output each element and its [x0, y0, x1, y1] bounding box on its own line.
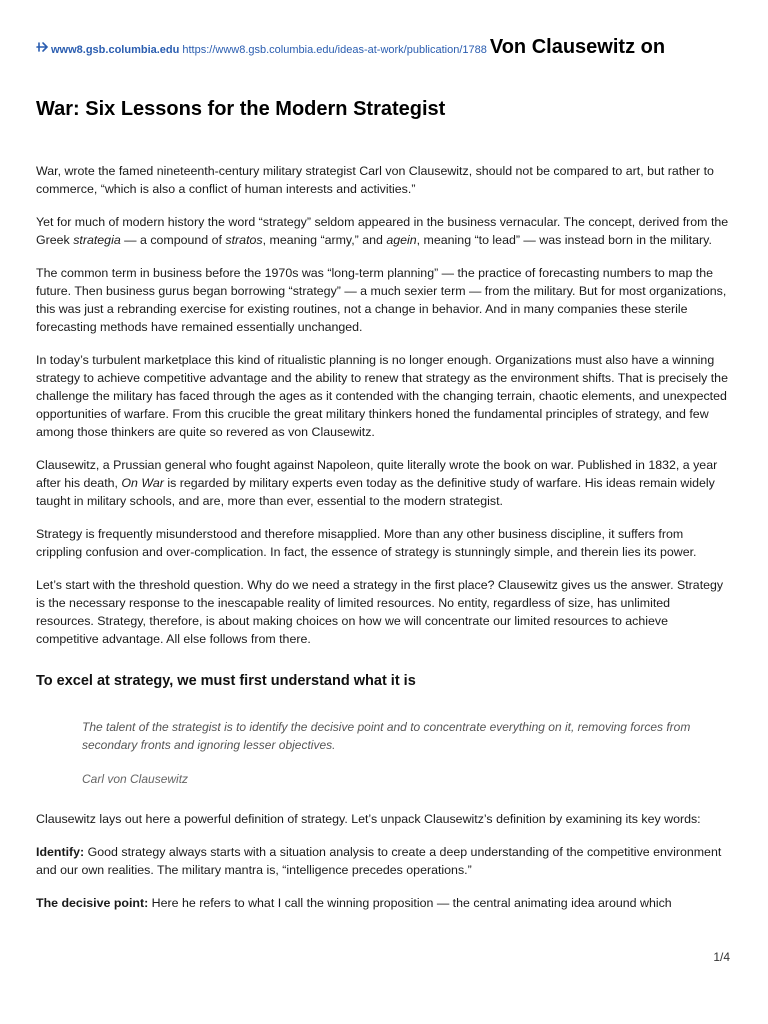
- paragraph-7: Let’s start with the threshold question. Why do we need a strategy in the first place? Clausewitz gives us the answer. Strategy is the necessary response to the inescapable reality of limited resources. No entity, regardless of size, has unlimited resources. Strategy, therefore, is about making choices on how we will concentrate our limited resources to achieve competitive advantage. All else follows from there.: [36, 578, 724, 646]
- link-icon: [36, 41, 50, 53]
- text-segment: , meaning “to lead” — was instead born in the military.: [416, 233, 712, 247]
- paragraph-5: [36, 456, 730, 510]
- text-segment: Here he refers to what I call the winning proposition — the central animating idea around which: [148, 896, 672, 910]
- paragraph-1: War, wrote the famed nineteenth-century military strategist Carl von Clausewitz, should not be compared to art, but rather to commerce, “which is also a conflict of human interests and activities.”: [36, 164, 714, 196]
- pull-quote: [82, 718, 730, 788]
- term-identify: Identify:: [36, 845, 85, 859]
- text-segment: Clausewitz, a Prussian general who fought against Napoleon, quite literally wrote the book on war. Published in 1832, a year after his death,: [36, 458, 718, 490]
- term-strategia: strategia: [73, 233, 121, 247]
- text-segment: Yet for much of modern history the word “strategy” seldom appeared in the business vernacular. The concept, derived from the Greek: [36, 215, 729, 247]
- text-segment: Good strategy always starts with a situation analysis to create a deep understanding of the competitive environment and our own realities. The military mantra is, “intelligence precedes operations.”: [36, 845, 722, 877]
- article-title-line1: Von Clausewitz on: [489, 36, 666, 58]
- quote-attribution: Carl von Clausewitz: [82, 772, 189, 786]
- paragraph-3: The common term in business before the 1970s was “long-term planning” — the practice of forecasting numbers to map the future. Then business gurus began borrowing “strategy” — a much sexier term — from the military. But for most organizations, this was just a rebranding exercise for existing routines, not a change in behavior. And in many companies these sterile forecasting methods have remained essentially unchanged.: [36, 266, 727, 334]
- text-segment: is regarded by military experts even today as the definitive study of warfare. His ideas remain widely taught in military schools, and are, more than ever, essential to the modern strategist.: [36, 476, 715, 508]
- paragraph-6: Strategy is frequently misunderstood and therefore misapplied. More than any other business discipline, it suffers from crippling confusion and over-complication. In fact, the essence of strategy is stunningly simple, and therein lies its power.: [36, 527, 697, 559]
- text-segment: — a compound of: [120, 233, 226, 247]
- quote-text: The talent of the strategist is to identify the decisive point and to concentrate everything on it, removing forces from secondary fronts and ignoring lesser objectives.: [82, 720, 691, 752]
- book-title-on-war: On War: [121, 476, 164, 490]
- section-heading: To excel at strategy, we must first understand what it is: [36, 673, 416, 689]
- paragraph-4: In today’s turbulent marketplace this kind of ritualistic planning is no longer enough. Organizations must also have a winning strategy to achieve competitive advantage and the ability to renew that strategy as the environment shifts. That is precisely the challenge the military has faced through the ages as it contended with the changing terrain, chaotic elements, and unexpected opportunities of warfare. From this crucible the great military thinkers honed the fundamental principles of strategy, and few among those thinkers are quite so revered as von Clausewitz.: [36, 353, 728, 439]
- text-segment: , meaning “army,” and: [262, 233, 387, 247]
- paragraph-decisive-point: [36, 894, 730, 912]
- page-number: 1/4: [713, 950, 730, 964]
- term-decisive-point: The decisive point:: [36, 896, 149, 910]
- term-agein: agein: [386, 233, 417, 247]
- article-title-line2: War: Six Lessons for the Modern Strategist: [36, 98, 446, 120]
- term-stratos: stratos: [225, 233, 263, 247]
- source-url[interactable]: https://www8.gsb.columbia.edu/ideas-at-work/publication/1788: [182, 44, 487, 56]
- paragraph-identify: [36, 843, 730, 879]
- site-name-link[interactable]: www8.gsb.columbia.edu: [51, 44, 180, 56]
- header-line: [36, 36, 736, 59]
- paragraph-8: Clausewitz lays out here a powerful definition of strategy. Let’s unpack Clausewitz’s definition by examining its key words:: [36, 812, 701, 826]
- article-body: [36, 162, 730, 927]
- paragraph-2: [36, 213, 730, 249]
